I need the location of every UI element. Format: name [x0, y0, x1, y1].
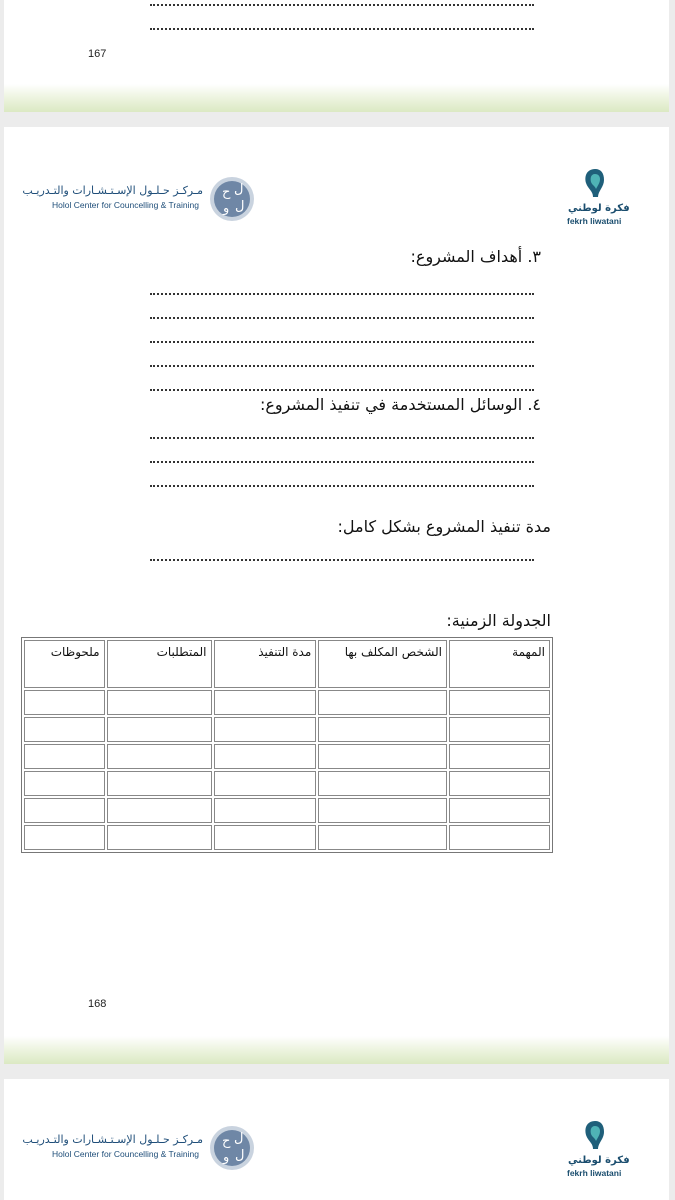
table-cell	[449, 744, 550, 769]
table-row	[24, 825, 550, 850]
svg-text:ح: ح	[222, 185, 231, 200]
table-cell	[107, 825, 212, 850]
table-cell	[24, 771, 105, 796]
schedule-heading: الجدولة الزمنية:	[446, 611, 551, 630]
table-row	[24, 744, 550, 769]
fekrh-logo	[564, 167, 630, 229]
footer-band	[4, 84, 669, 112]
dotted-line	[150, 549, 534, 561]
table-cell	[24, 798, 105, 823]
col-task: المهمة	[449, 640, 550, 688]
footer-band	[4, 1036, 669, 1064]
table-cell	[449, 798, 550, 823]
table-cell	[449, 771, 550, 796]
dotted-line	[150, 475, 534, 487]
holol-logo	[22, 176, 255, 222]
table-row	[24, 798, 550, 823]
table-cell	[24, 717, 105, 742]
table-row	[24, 717, 550, 742]
page-number: 167	[88, 48, 107, 60]
dotted-line	[150, 379, 534, 391]
schedule-table	[21, 637, 553, 853]
holol-emblem-icon	[209, 176, 255, 222]
col-duration: مدة التنفيذ	[214, 640, 317, 688]
table-cell	[214, 744, 317, 769]
table-cell	[318, 690, 447, 715]
table-cell	[107, 744, 212, 769]
dotted-line	[150, 283, 534, 295]
table-cell	[318, 771, 447, 796]
holol-arabic-name: مـركـز حـلـول الإسـتـشـارات والتـدريـب	[22, 1133, 203, 1146]
svg-text:ل: ل	[234, 182, 244, 197]
table-cell	[318, 798, 447, 823]
svg-text:و: و	[223, 1150, 230, 1165]
col-requirements: المتطلبات	[107, 640, 212, 688]
table-cell	[318, 744, 447, 769]
fekrh-english-name: fekrh liwatani	[567, 216, 622, 226]
table-cell	[318, 825, 447, 850]
svg-text:ح: ح	[222, 1134, 231, 1149]
fekrh-arabic-name: فكرة لوطني	[568, 1155, 630, 1166]
table-cell	[24, 825, 105, 850]
table-row	[24, 771, 550, 796]
means-heading: ٤. الوسائل المستخدمة في تنفيذ المشروع:	[259, 395, 541, 414]
fekrh-emblem-icon	[581, 167, 609, 201]
table-cell	[214, 771, 317, 796]
goals-heading: ٣. أهداف المشروع:	[410, 247, 541, 266]
table-cell	[214, 717, 317, 742]
fekrh-arabic-name: فكرة لوطني	[568, 203, 630, 214]
table-cell	[24, 744, 105, 769]
duration-heading: مدة تنفيذ المشروع بشكل كامل:	[337, 517, 551, 536]
table-cell	[107, 690, 212, 715]
table-cell	[107, 771, 212, 796]
dotted-line	[150, 331, 534, 343]
svg-text:و: و	[223, 201, 230, 216]
table-cell	[214, 690, 317, 715]
dotted-line	[150, 0, 534, 6]
holol-arabic-name: مـركـز حـلـول الإسـتـشـارات والتـدريـب	[22, 184, 203, 197]
holol-english-name: Holol Center for Councelling & Training	[52, 1149, 199, 1159]
table-header-row	[24, 640, 550, 688]
table-row	[24, 690, 550, 715]
table-cell	[214, 798, 317, 823]
holol-emblem-icon	[209, 1125, 255, 1171]
svg-text:ل: ل	[235, 199, 245, 214]
holol-logo	[22, 1125, 255, 1171]
dotted-line	[150, 451, 534, 463]
table-cell	[449, 717, 550, 742]
svg-text:ل: ل	[235, 1148, 245, 1163]
table-cell	[24, 690, 105, 715]
fekrh-english-name: fekrh liwatani	[567, 1168, 622, 1178]
col-assigned-person: الشخص المكلف بها	[318, 640, 447, 688]
next-page	[4, 1079, 669, 1200]
table-cell	[107, 717, 212, 742]
page-number: 168	[88, 998, 107, 1010]
table-cell	[107, 798, 212, 823]
previous-page	[4, 0, 669, 112]
table-cell	[449, 690, 550, 715]
table-cell	[214, 825, 317, 850]
dotted-line	[150, 355, 534, 367]
fekrh-logo	[564, 1119, 630, 1181]
col-notes: ملحوظات	[24, 640, 105, 688]
fekrh-emblem-icon	[581, 1119, 609, 1153]
dotted-line	[150, 307, 534, 319]
table-cell	[318, 717, 447, 742]
current-page	[4, 127, 669, 1064]
svg-text:ل: ل	[234, 1131, 244, 1146]
table-cell	[449, 825, 550, 850]
dotted-line	[150, 427, 534, 439]
holol-english-name: Holol Center for Councelling & Training	[52, 200, 199, 210]
dotted-line	[150, 18, 534, 30]
